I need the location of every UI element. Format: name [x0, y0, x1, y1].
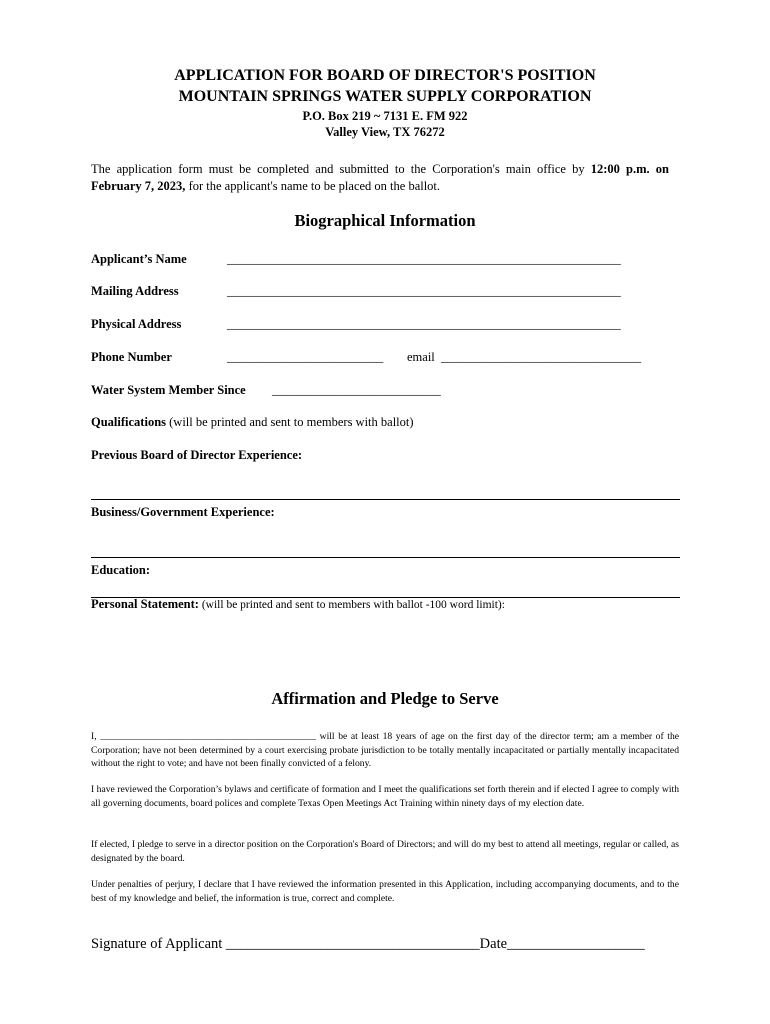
signature-field[interactable]: ___________________________________: [225, 936, 480, 952]
signature-label: Signature of Applicant: [91, 936, 226, 952]
intro-paragraph: [91, 161, 669, 195]
affirmation-paragraph-4: Under penalties of perjury, I declare that I have reviewed the information presented in this Application, including accompanying documents, and to the best of my knowledge and belief, the information is true, correct and complete.: [91, 879, 679, 904]
qualifications-label: Qualifications: [91, 415, 167, 429]
business-experience-label: Business/Government Experience:: [91, 505, 275, 519]
member-since-label: Water System Member Since: [91, 383, 246, 397]
previous-experience-line[interactable]: [91, 499, 680, 500]
date-field[interactable]: ___________________: [507, 936, 645, 952]
personal-statement-note: (will be printed and sent to members with ballot -100 word limit):: [198, 599, 505, 611]
qualifications-heading: [91, 415, 414, 430]
affirmation-paragraph-1: I, _____________________________________________ will be at least 18 years of age on the first day of the director term; am a member of the Corporation; have not been determined by a court exercising probate jurisdiction to be totally mentally incapacitated or partially mentally incapacitated without the right to vote; and have not been finally convicted of a felony.: [91, 731, 679, 770]
address-line1: P.O. Box 219 ~ 7131 E. FM 922: [302, 109, 468, 123]
member-since-field[interactable]: ___________________________: [272, 383, 441, 397]
address-line2: Valley View, TX 76272: [325, 125, 445, 139]
intro-text-2: for the applicant's name to be placed on the ballot.: [185, 179, 441, 193]
signature-row: [91, 936, 645, 953]
bio-heading: Biographical Information: [294, 211, 476, 230]
form-title-line1: APPLICATION FOR BOARD OF DIRECTOR'S POSITION: [174, 67, 596, 84]
email-label: email: [407, 350, 435, 364]
physical-address-label: Physical Address: [91, 317, 182, 331]
date-label: Date: [479, 936, 508, 952]
qualifications-note: (will be printed and sent to members with ballot): [166, 415, 414, 429]
mailing-address-label: Mailing Address: [91, 284, 179, 298]
applicant-name-label: Applicant’s Name: [91, 252, 187, 266]
affirmation-heading: Affirmation and Pledge to Serve: [271, 689, 499, 708]
education-label: Education:: [91, 563, 151, 577]
affirmation-paragraph-3: If elected, I pledge to serve in a director position on the Corporation's Board of Directors; and will do my best to attend all meetings, regular or called, as designated by the board.: [91, 839, 679, 864]
personal-statement-label: Personal Statement:: [91, 597, 199, 611]
mailing-address-field[interactable]: _______________________________________________________________: [227, 284, 621, 298]
intro-text-1: The application form must be completed and submitted to the Corporation's main office by: [91, 162, 591, 176]
phone-number-field[interactable]: _________________________: [227, 350, 384, 364]
form-title-line2: MOUNTAIN SPRINGS WATER SUPPLY CORPORATION: [178, 88, 592, 105]
phone-number-label: Phone Number: [91, 350, 172, 364]
previous-experience-label: Previous Board of Director Experience:: [91, 448, 303, 462]
personal-statement-heading: [91, 597, 505, 612]
affirmation-paragraph-2: I have reviewed the Corporation’s bylaws and certificate of formation and I meet the qualifications set forth therein and if elected I agree to comply with all governing documents, board polices and complete Texas Open Meetings Act Training within ninety days of my election date.: [91, 784, 679, 809]
intro-deadline: 12:00 p.m. on February 7, 2023,: [91, 162, 669, 193]
physical-address-field[interactable]: _______________________________________________________________: [227, 317, 621, 331]
business-experience-line[interactable]: [91, 557, 680, 558]
applicant-name-field[interactable]: _______________________________________________________________: [227, 252, 621, 266]
email-field[interactable]: ________________________________: [441, 350, 641, 364]
